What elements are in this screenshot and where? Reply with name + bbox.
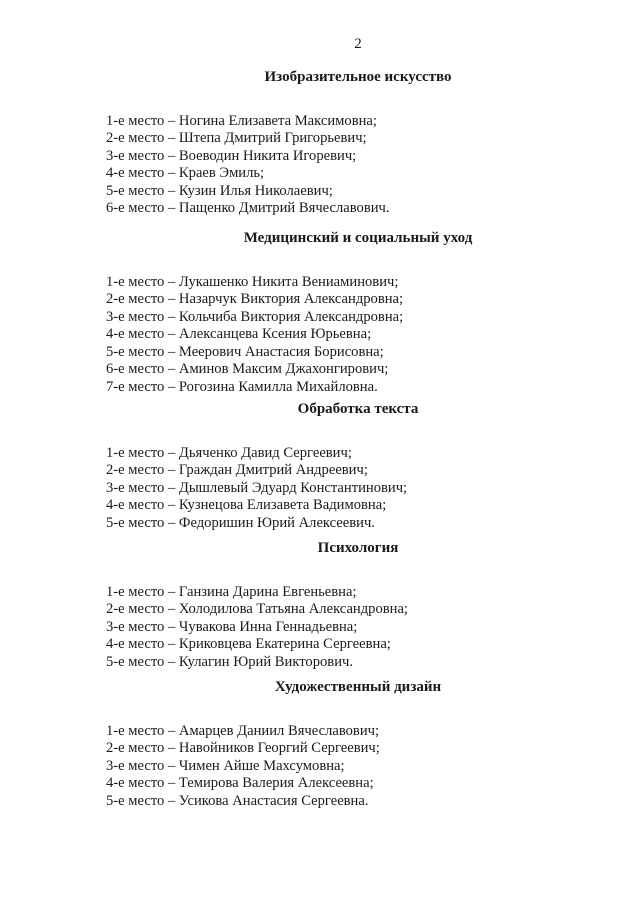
list-item: 2-е место – Штепа Дмитрий Григорьевич; bbox=[106, 130, 367, 147]
section-title: Обработка текста bbox=[297, 401, 419, 417]
page-number: 2 bbox=[354, 36, 362, 52]
list-item: 6-е место – Аминов Максим Джахонгирович; bbox=[106, 361, 389, 378]
winners-list bbox=[0, 584, 640, 672]
section-psychology bbox=[0, 540, 640, 671]
winners-list bbox=[0, 723, 640, 811]
list-item: 3-е место – Воеводин Никита Игоревич; bbox=[106, 147, 357, 164]
list-item: 1-е место – Амарцев Даниил Вячеславович; bbox=[106, 722, 380, 739]
list-item: 4-е место – Кузнецова Елизавета Вадимовна; bbox=[106, 497, 387, 514]
list-item: 6-е место – Пащенко Дмитрий Вячеславович. bbox=[106, 200, 390, 217]
list-item: 2-е место – Назарчук Виктория Александровна; bbox=[106, 291, 404, 308]
list-item: 2-е место – Холодилова Татьяна Александровна; bbox=[106, 601, 408, 618]
list-item: 5-е место – Меерович Анастасия Борисовна; bbox=[106, 343, 384, 360]
list-item: 3-е место – Чимен Айше Махсумовна; bbox=[106, 757, 345, 774]
list-item: 2-е место – Граждан Дмитрий Андреевич; bbox=[106, 462, 368, 479]
winners-list bbox=[0, 113, 640, 219]
list-item: 1-е место – Ганзина Дарина Евгеньевна; bbox=[106, 583, 357, 600]
list-item: 2-е место – Навойников Георгий Сергеевич; bbox=[106, 740, 380, 757]
list-item: 1-е место – Лукашенко Никита Вениаминович; bbox=[106, 273, 399, 290]
section-art-design bbox=[0, 679, 640, 810]
list-item: 3-е место – Дышлевый Эдуард Константинович; bbox=[106, 479, 408, 496]
list-item: 1-е место – Ногина Елизавета Максимовна; bbox=[106, 112, 377, 129]
list-item: 4-е место – Криковцева Екатерина Сергеевна; bbox=[106, 636, 391, 653]
section-fine-art bbox=[0, 69, 640, 218]
list-item: 1-е место – Дьяченко Давид Сергеевич; bbox=[106, 444, 352, 461]
list-item: 5-е место – Кулагин Юрий Викторович. bbox=[106, 653, 353, 670]
list-item: 4-е место – Темирова Валерия Алексеевна; bbox=[106, 775, 374, 792]
section-title: Психология bbox=[317, 540, 399, 556]
list-item: 4-е место – Краев Эмиль; bbox=[106, 165, 265, 182]
winners-list bbox=[0, 445, 640, 533]
list-item: 3-е место – Кольчиба Виктория Александровна; bbox=[106, 308, 404, 325]
section-medical-care bbox=[0, 230, 640, 397]
list-item: 4-е место – Алексанцева Ксения Юрьевна; bbox=[106, 326, 372, 343]
winners-list bbox=[0, 274, 640, 397]
list-item: 5-е место – Федоришин Юрий Алексеевич. bbox=[106, 514, 375, 531]
section-title: Медицинский и социальный уход bbox=[243, 230, 473, 246]
list-item: 5-е место – Кузин Илья Николаевич; bbox=[106, 182, 333, 199]
list-item: 5-е место – Усикова Анастасия Сергеевна. bbox=[106, 792, 369, 809]
list-item: 7-е место – Рогозина Камилла Михайловна. bbox=[106, 379, 378, 396]
section-title: Изобразительное искусство bbox=[264, 69, 452, 85]
section-text-processing bbox=[0, 401, 640, 532]
list-item: 3-е место – Чувакова Инна Геннадьевна; bbox=[106, 618, 358, 635]
section-title: Художественный дизайн bbox=[274, 679, 442, 695]
